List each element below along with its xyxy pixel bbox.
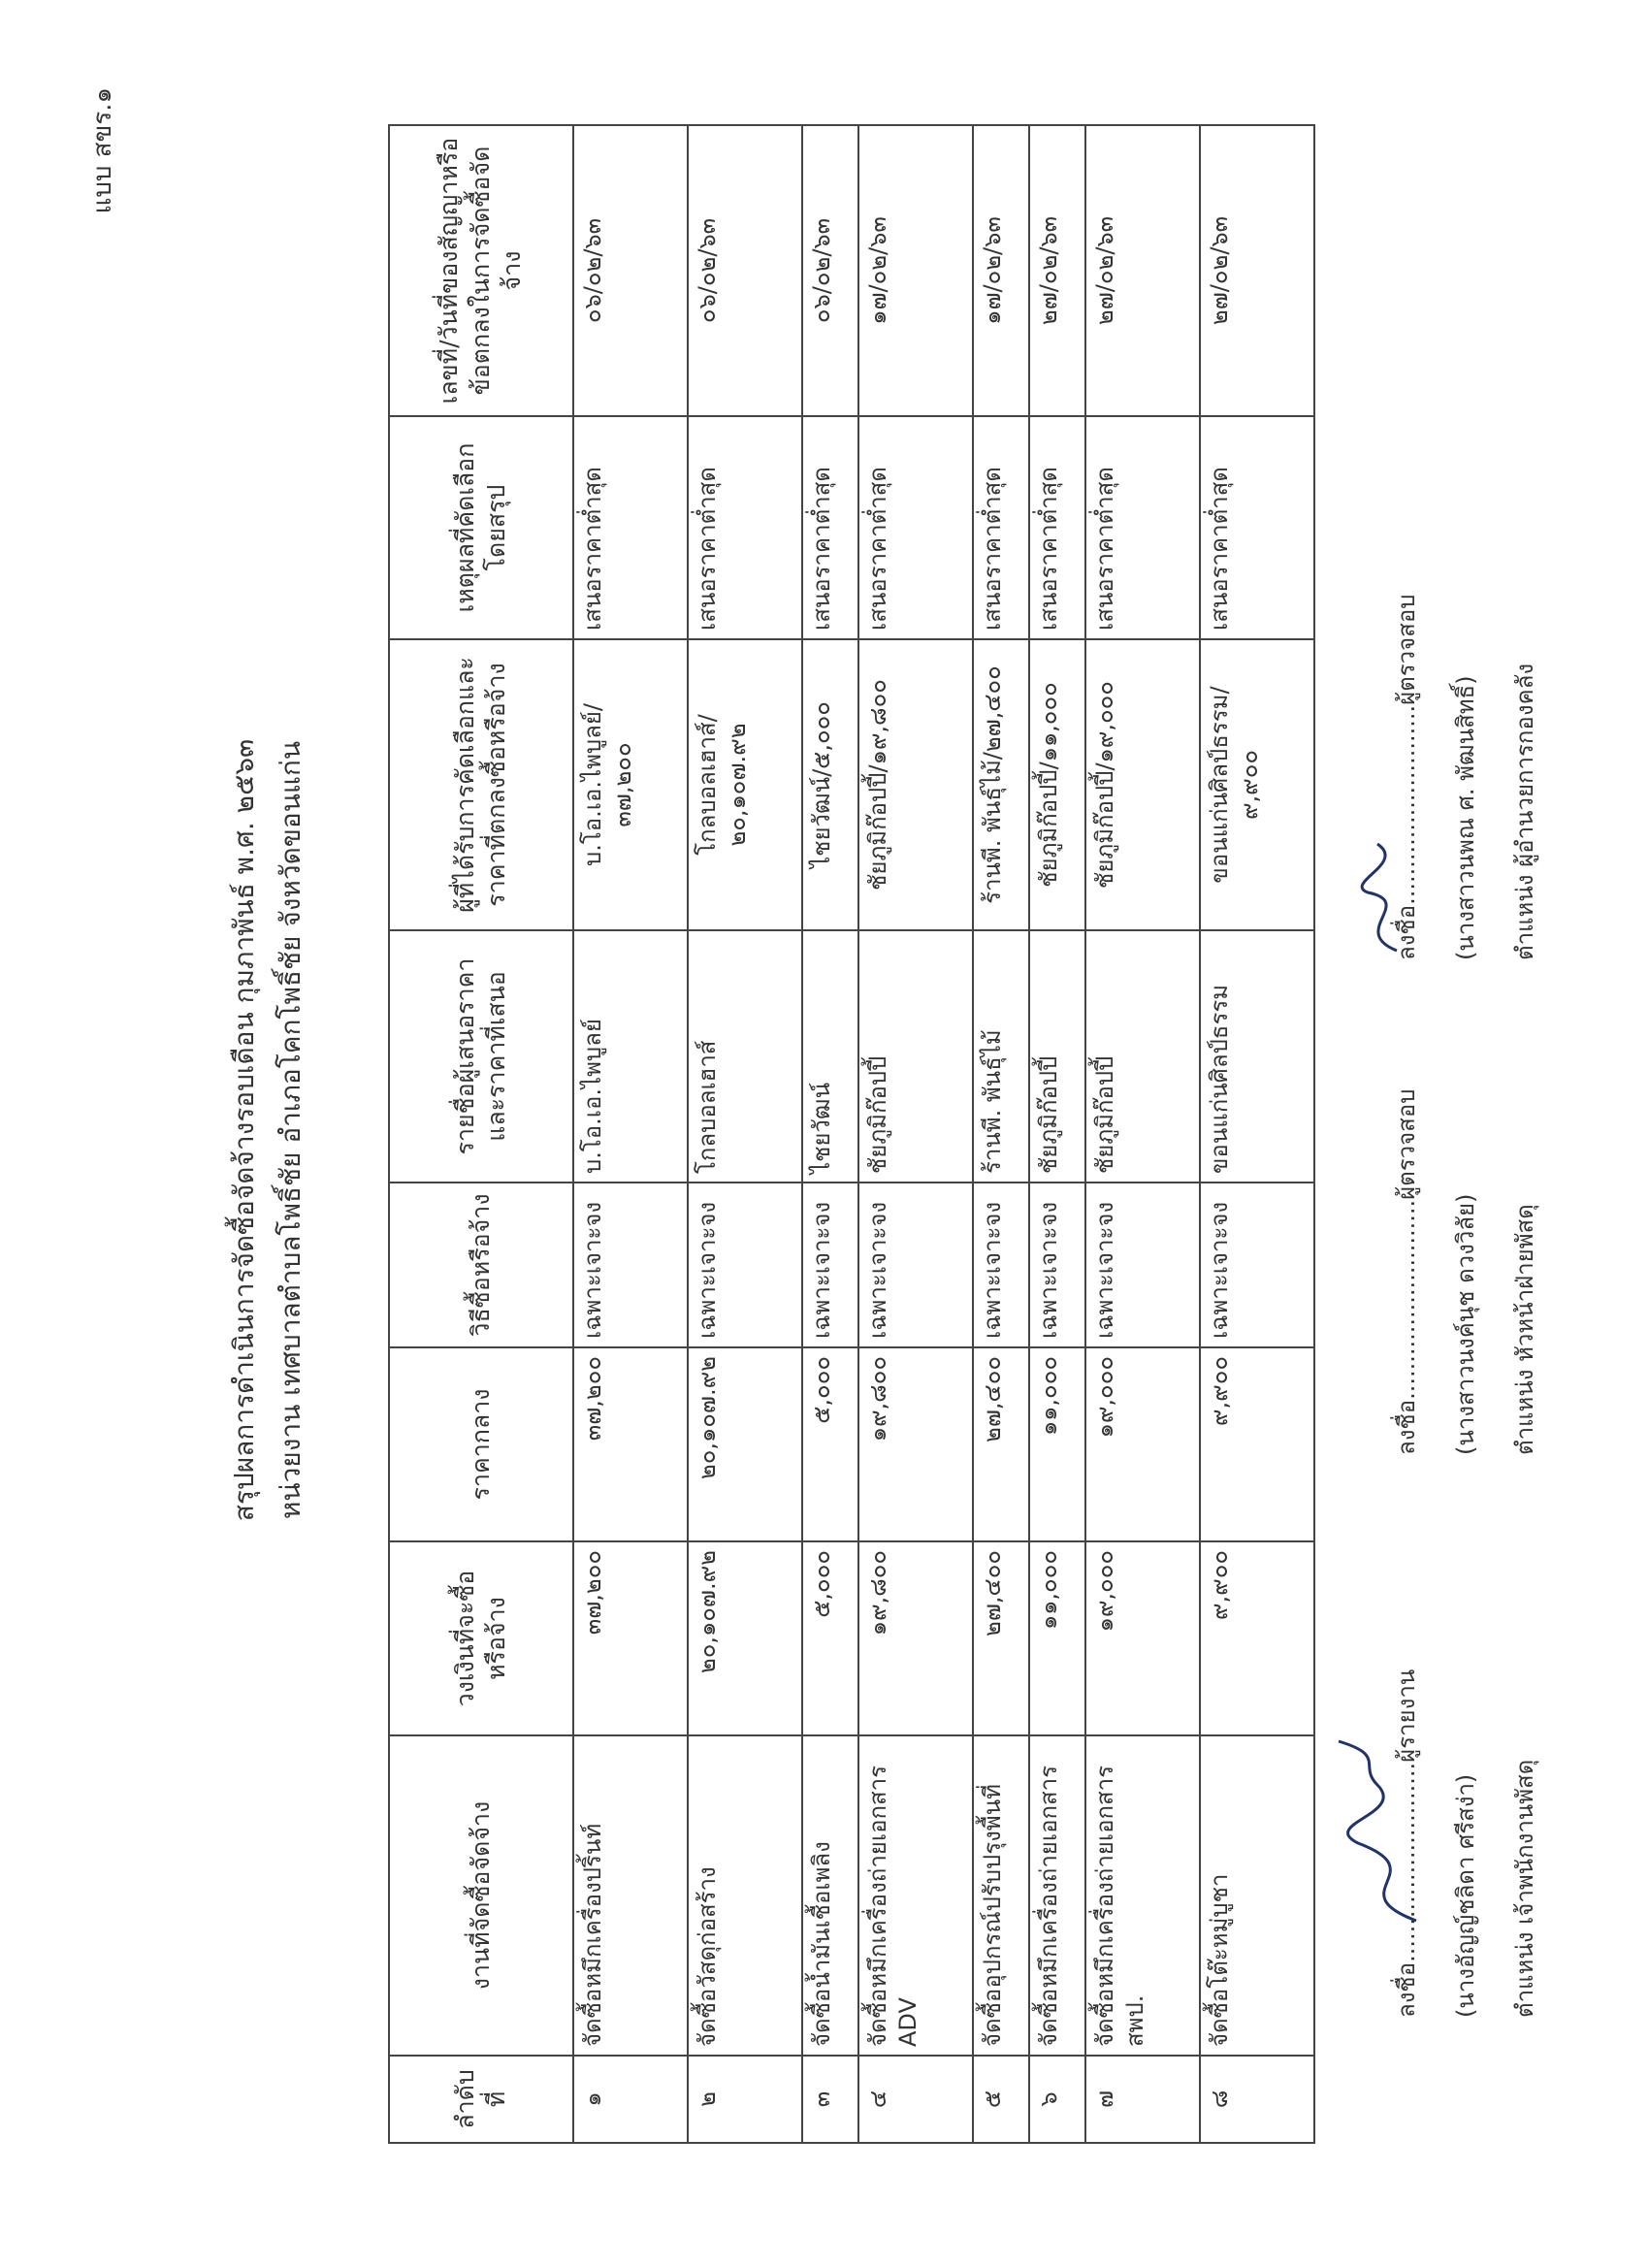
row-no: ๗ [1085, 2056, 1200, 2143]
header-row [389, 125, 573, 2143]
table-row [1200, 125, 1314, 2143]
row-median-price: ๓๗,๒๐๐ [573, 1347, 688, 1541]
row-reason: เสนอราคาต่ำสุด [1029, 416, 1085, 639]
row-median-price: ๙,๙๐๐ [1200, 1347, 1314, 1541]
item-line: จัดซื้อหมึกเครื่องปริ้นท์ [579, 1823, 606, 2047]
row-item [858, 1735, 973, 2056]
bidder-line: ชัยภูมิก๊อปปี้ [1035, 1055, 1062, 1174]
row-budget: ๑๑,๐๐๐ [1029, 1541, 1085, 1735]
table-row [688, 125, 802, 2143]
signature-block-checker [1387, 1089, 1565, 1455]
table-row [1085, 125, 1200, 2143]
procurement-table [388, 124, 1315, 2144]
row-winner [1085, 639, 1200, 930]
header-median-price: ราคากลาง [389, 1347, 573, 1541]
row-method: เฉพาะเจาะจง [802, 1183, 858, 1347]
header-no: ลำดับที่ [389, 2056, 573, 2143]
winner-line: ไชยวัฒน์/๕,๐๐๐ [808, 701, 835, 868]
row-no: ๘ [1200, 2056, 1314, 2143]
bidder-line: บ.โอ.เอ.ไพบูลย์ [579, 1019, 606, 1174]
row-method: เฉพาะเจาะจง [973, 1183, 1029, 1347]
winner-line: ชัยภูมิก๊อปปี้/๑๑,๐๐๐ [1035, 682, 1062, 888]
row-budget: ๑๙,๐๐๐ [1085, 1541, 1200, 1735]
row-contract: ๐๖/๐๒/๖๓ [573, 125, 688, 416]
table-row [1029, 125, 1085, 2143]
row-method: เฉพาะเจาะจง [688, 1183, 802, 1347]
row-no: ๖ [1029, 2056, 1085, 2143]
signer-name: (นางสาวนงค์นุช ดวงวิลัย) [1452, 1193, 1479, 1455]
item-line: จัดซื้อวัสดุก่อสร้าง [694, 1866, 721, 2047]
row-bidders [1085, 930, 1200, 1183]
signer-position: ตำแหน่ง หัวหน้าฝ่ายพัสดุ [1511, 1204, 1538, 1455]
row-no: ๑ [573, 2056, 688, 2143]
signature-line: ลงชื่อ...........................ผู้ตรวจสอบ [1393, 594, 1420, 960]
header-winner: ผู้ที่ได้รับการคัดเลือกและราคาที่ตกลงซื้อหรือจ้าง [389, 639, 573, 930]
item-line: จัดซื้อน้ำมันเชื้อเพลิง [808, 1841, 835, 2047]
winner-line: ชัยภูมิก๊อปปี้/๑๙,๘๐๐ [864, 679, 891, 891]
row-contract: ๒๗/๐๒/๖๓ [1085, 125, 1200, 416]
row-reason: เสนอราคาต่ำสุด [1085, 416, 1200, 639]
row-winner [688, 639, 802, 930]
header-budget: วงเงินที่จะซื้อหรือจ้าง [389, 1541, 573, 1735]
row-winner [573, 639, 688, 930]
header-bidders: รายชื่อผู้เสนอราคาและราคาที่เสนอ [389, 930, 573, 1183]
row-item [973, 1735, 1029, 2056]
table-row [802, 125, 858, 2143]
form-id: แบบ สขร.๑ [88, 87, 117, 214]
winner-line: ๙,๙๐๐ [1236, 749, 1264, 821]
item-line: จัดซื้อหมึกเครื่องถ่ายเอกสาร [1035, 1765, 1062, 2047]
row-method: เฉพาะเจาะจง [1029, 1183, 1085, 1347]
item-line: ADV [894, 1997, 922, 2047]
row-budget: ๒๐,๑๐๗.๙๒ [688, 1541, 802, 1735]
row-contract: ๐๖/๐๒/๖๓ [802, 125, 858, 416]
row-contract: ๒๗/๐๒/๖๓ [1029, 125, 1085, 416]
bidder-line: ไชยวัฒน์ [808, 1083, 835, 1174]
signature-block-director [1387, 595, 1565, 960]
row-reason: เสนอราคาต่ำสุด [688, 416, 802, 639]
row-median-price: ๒๗,๔๐๐ [973, 1347, 1029, 1541]
bidder-line: ชัยภูมิก๊อปปี้ [864, 1055, 891, 1174]
table-row [573, 125, 688, 2143]
winner-line: โกลบอลเฮาส์/ [694, 714, 721, 856]
row-no: ๕ [973, 2056, 1029, 2143]
row-median-price: ๕,๐๐๐ [802, 1347, 858, 1541]
row-bidders [1029, 930, 1085, 1183]
row-item [1085, 1735, 1200, 2056]
bidder-line: โกลบอลเฮาส์ [694, 1040, 721, 1174]
row-bidders [573, 930, 688, 1183]
bidder-line: ร้านพี. พันธุ์ไม้ [979, 1029, 1006, 1174]
table-row [858, 125, 973, 2143]
winner-line: ร้านพี. พันธุ์ไม้/๒๗,๔๐๐ [979, 665, 1006, 904]
row-contract: ๑๗/๐๒/๖๓ [973, 125, 1029, 416]
signer-position: ตำแหน่ง เจ้าพนักงานพัสดุ [1511, 1759, 1538, 2018]
item-line: จัดซื้อหมึกเครื่องถ่ายเอกสาร [1091, 1765, 1118, 2047]
winner-line: ขอนแก่นศิลป์ธรรม/ [1206, 686, 1233, 884]
header-item: งานที่จัดซื้อจัดจ้าง [389, 1735, 573, 2056]
row-reason: เสนอราคาต่ำสุด [973, 416, 1029, 639]
row-method: เฉพาะเจาะจง [573, 1183, 688, 1347]
row-winner [1200, 639, 1314, 930]
item-line: จัดซื้ออุปกรณ์ปรับปรุงพื้นที่ [979, 1784, 1006, 2047]
winner-line: ๓๗,๒๐๐ [609, 742, 637, 827]
row-reason: เสนอราคาต่ำสุด [1200, 416, 1314, 639]
row-budget: ๑๙,๘๐๐ [858, 1541, 973, 1735]
winner-line: บ.โอ.เอ.ไพบูลย์/ [579, 702, 606, 867]
row-median-price: ๑๙,๘๐๐ [858, 1347, 973, 1541]
bidder-line: ขอนแก่นศิลป์ธรรม [1206, 984, 1233, 1174]
header-contract: เลขที่/วันที่ของสัญญาหรือข้อตกลงในการจัดซื้อจัดจ้าง [389, 125, 573, 416]
row-no: ๓ [802, 2056, 858, 2143]
signer-name: (นางอัญญ์ชลิดา ศรีสง่า) [1452, 1773, 1479, 2018]
row-reason: เสนอราคาต่ำสุด [858, 416, 973, 639]
rotated-page [68, 49, 1581, 2212]
row-median-price: ๑๑,๐๐๐ [1029, 1347, 1085, 1541]
row-contract: ๐๖/๐๒/๖๓ [688, 125, 802, 416]
row-method: เฉพาะเจาะจง [858, 1183, 973, 1347]
row-bidders [973, 930, 1029, 1183]
row-budget: ๙,๙๐๐ [1200, 1541, 1314, 1735]
signature-line: ลงชื่อ...........................ผู้รายงาน [1393, 1669, 1420, 2018]
header-reason: เหตุผลที่คัดเลือกโดยสรุป [389, 416, 573, 639]
row-item [1029, 1735, 1085, 2056]
row-item [573, 1735, 688, 2056]
item-line: จัดซื้อโต๊ะหมู่บูชา [1206, 1873, 1233, 2047]
item-line: สพป. [1121, 1994, 1149, 2047]
item-line: จัดซื้อหมึกเครื่องถ่ายเอกสาร [864, 1765, 891, 2047]
row-median-price: ๒๐,๑๐๗.๙๒ [688, 1347, 802, 1541]
row-item [688, 1735, 802, 2056]
row-budget: ๓๗,๒๐๐ [573, 1541, 688, 1735]
row-winner [973, 639, 1029, 930]
row-item [1200, 1735, 1314, 2056]
row-no: ๔ [858, 2056, 973, 2143]
row-median-price: ๑๙,๐๐๐ [1085, 1347, 1200, 1541]
winner-line: ๒๐,๑๐๗.๙๒ [724, 723, 752, 847]
row-item [802, 1735, 858, 2056]
bidder-line: ชัยภูมิก๊อปปี้ [1091, 1055, 1118, 1174]
row-budget: ๒๗,๔๐๐ [973, 1541, 1029, 1735]
signature-line: ลงชื่อ...........................ผู้ตรวจสอบ [1393, 1088, 1420, 1455]
row-winner [858, 639, 973, 930]
header-method: วิธีซื้อหรือจ้าง [389, 1183, 573, 1347]
signature-block-reporter [1387, 1669, 1565, 2018]
row-winner [802, 639, 858, 930]
row-bidders [802, 930, 858, 1183]
signer-position: ตำแหน่ง ผู้อำนวยการกองคลัง [1511, 663, 1538, 960]
winner-line: ชัยภูมิก๊อปปี้/๑๙,๐๐๐ [1091, 681, 1118, 889]
signer-name: (นางสาวนพณ ศ. พัฒนสิทธิ์) [1452, 675, 1479, 960]
row-method: เฉพาะเจาะจง [1085, 1183, 1200, 1347]
row-reason: เสนอราคาต่ำสุด [573, 416, 688, 639]
row-bidders [858, 930, 973, 1183]
row-no: ๒ [688, 2056, 802, 2143]
report-title: สรุปผลการดำเนินการจัดซื้อจัดจ้างรอบเดือน กุมภาพันธ์ พ.ศ. ๒๕๖๓ [228, 738, 260, 1522]
row-reason: เสนอราคาต่ำสุด [802, 416, 858, 639]
row-method: เฉพาะเจาะจง [1200, 1183, 1314, 1347]
row-budget: ๕,๐๐๐ [802, 1541, 858, 1735]
report-agency: หน่วยงาน เทศบาลตำบลโพธิ์ชัย อำเภอโคกโพธิ์ชัย จังหวัดขอนแก่น [275, 740, 307, 1520]
row-contract: ๒๗/๐๒/๖๓ [1200, 125, 1314, 416]
row-bidders [688, 930, 802, 1183]
row-winner [1029, 639, 1085, 930]
table-row [973, 125, 1029, 2143]
row-contract: ๑๗/๐๒/๖๓ [858, 125, 973, 416]
row-bidders [1200, 930, 1314, 1183]
